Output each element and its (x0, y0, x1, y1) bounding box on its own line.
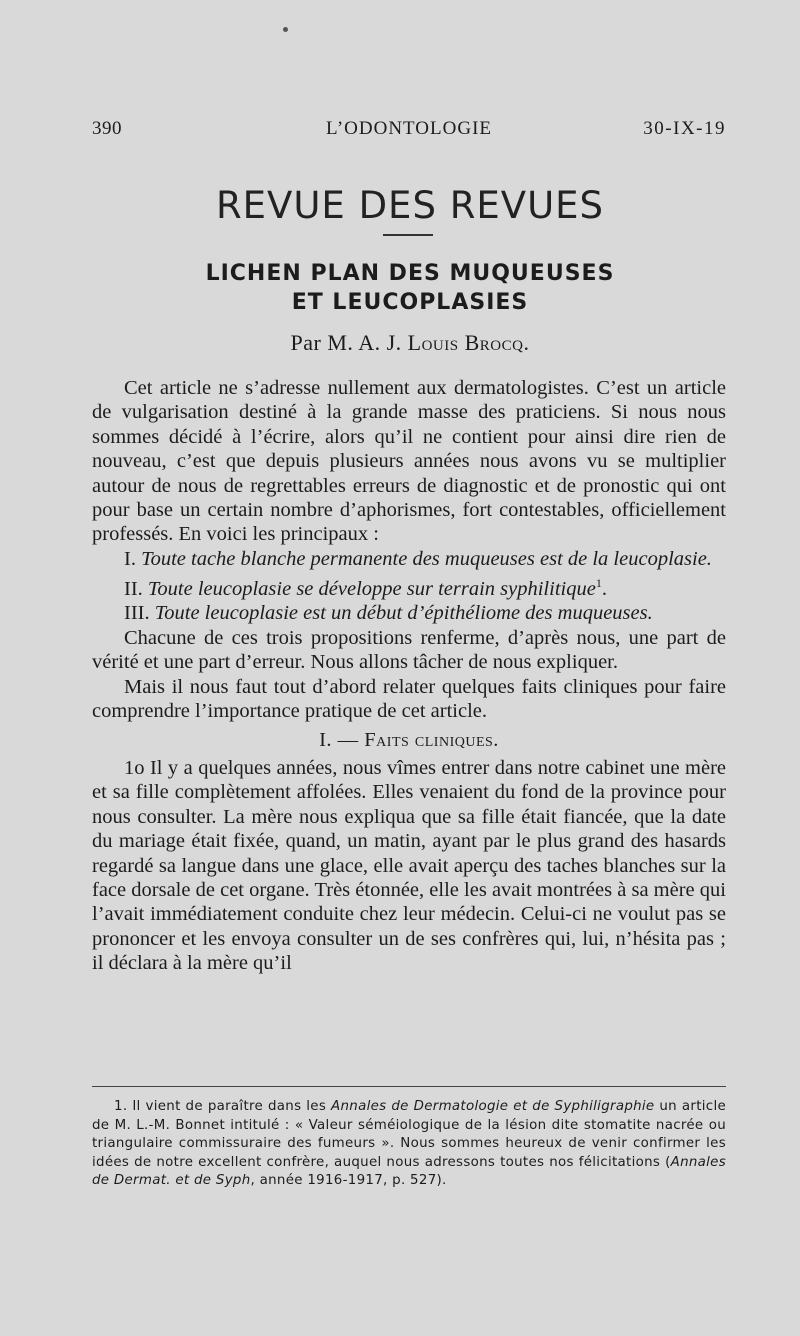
footnote-ref: 1 (595, 576, 602, 591)
page-number: 390 (92, 118, 122, 139)
ink-speck (283, 27, 288, 32)
byline (0, 330, 800, 356)
byline-prefix: Par M. A. J. (290, 330, 408, 355)
section-title: REVUE DES REVUES (215, 184, 605, 227)
footnote-journal-2: Annales de Dermat. et de Syph (92, 1154, 726, 1189)
paragraph-2: Chacune de ces trois propositions renferme, d’après nous, une part de vérité et une part d’erreur. Nous allons tâcher de nous expliquer. (92, 626, 726, 674)
proposition-number: II. (124, 578, 148, 601)
paragraph-4 (92, 756, 726, 976)
proposition-end: . (601, 578, 607, 601)
proposition-number: III. (124, 602, 155, 625)
byline-author: Louis Brocq. (407, 330, 530, 355)
article-title-line-2: ET LEUCOPLASIES (291, 290, 529, 315)
case-number: 1o (124, 756, 145, 779)
proposition-1 (92, 547, 726, 571)
paragraph-intro: Cet article ne s’adresse nullement aux dermatologistes. C’est un article de vulgarisation destiné à la grande masse des praticiens. Si nous nous sommes décidé à l’écrire, alors qu’il ne contient pour ainsi dire rien de nouveau, c’est que depuis plusieurs années nous avons vu se multiplier autour de nous de regrettables erreurs de diagnostic et de pronostic qui ont pour base un certain nombre d’aphorismes, fort contestables, officiellement professés. En voici les principaux : (92, 377, 726, 546)
proposition-3 (92, 601, 726, 625)
footnote-text-c: , année 1916-1917, p. 527). (250, 1173, 447, 1189)
title-rule (383, 234, 433, 236)
proposition-text: Toute leucoplasie se développe sur terrain syphilitique (147, 578, 596, 601)
proposition-number: I. (124, 547, 142, 570)
footnote-marker: 1. (114, 1099, 133, 1114)
journal-name: L’ODONTOLOGIE (325, 118, 493, 139)
proposition-2 (92, 571, 726, 601)
proposition-text: Toute tache blanche permanente des muqueuses est de la leucoplasie. (141, 547, 712, 570)
paragraph-3: Mais il nous faut tout d’abord relater quelques faits cliniques pour faire comprendre l’importance pratique de cet article. (92, 675, 726, 723)
footnote-journal-1: Annales de Dermatologie et de Syphiligraphie (331, 1099, 655, 1114)
proposition-text: Toute leucoplasie est un début d’épithéliome des muqueuses. (154, 602, 653, 625)
article-body (92, 376, 726, 976)
footnote-text-b: un article de M. L.-M. Bonnet intitulé : « Valeur séméiologique de la lésion dite stomatite nacrée ou triangulaire commissuraire des fumeurs ». Nous sommes heureux de venir confirmer les idées de notre excellent confrère, auquel nous adressons toutes nos félicitations ( (92, 1099, 726, 1170)
footnote (92, 1098, 726, 1191)
article-title-line-1: LICHEN PLAN DES MUQUEUSES (205, 261, 615, 286)
issue-date: 30-IX-19 (643, 118, 726, 139)
footnote-rule (92, 1086, 726, 1087)
footnote-text-a: Il vient de paraître dans les (132, 1099, 332, 1114)
running-head (92, 118, 726, 144)
subsection-heading: I. — Faits cliniques. (319, 728, 499, 751)
case-text: Il y a quelques années, nous vîmes entrer dans notre cabinet une mère et sa fille complètement affolées. Elles venaient du fond de la province pour nous consulter. La mère nous expliqua que sa fille était fiancée, que la date du mariage était fixée, quand, un matin, ayant par le plus grand des hasards regardé sa langue dans une glace, elle avait aperçu des taches blanches sur la face dorsale de cet organe. Très étonnée, elle les avait montrées à sa mère qui l’avait immédiatement conduite chez leur médecin. Celui-ci ne voulut pas se prononcer et les envoya consulter un de ses confrères qui, lui, n’hésita pas ; il déclara à la mère qu’il (92, 756, 726, 975)
